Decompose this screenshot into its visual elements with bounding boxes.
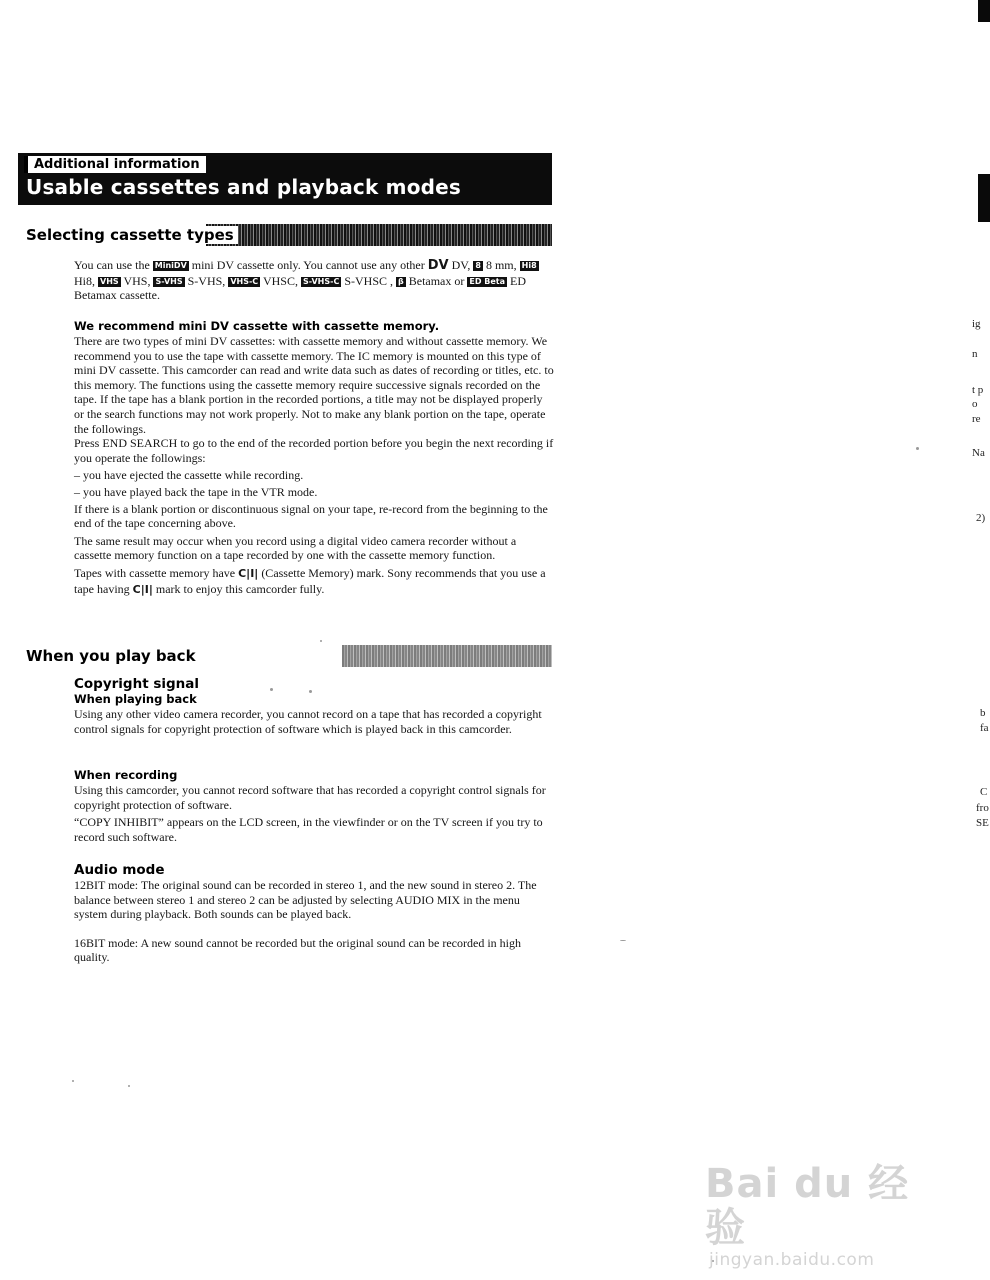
edge-fragment: t p [972,384,984,396]
recommend-block [74,319,554,597]
hi8-logo: Hi8 [521,261,537,270]
scan-speck [309,690,312,693]
edge-fragment: re [972,413,981,425]
edge-fragment: o [972,398,978,410]
edge-fragment: fa [980,722,989,734]
end-search-paragraph: Press END SEARCH to go to the end of the recorded portion before you begin the next recording if you operate the followings: [74,436,554,465]
edbeta-logo: ED Beta [469,276,506,286]
section-heading-bar [18,224,552,246]
edge-fragment: b [980,707,986,719]
edge-block-mid [978,174,990,222]
scan-speck [320,640,322,642]
scan-speck [620,940,626,941]
edge-block-top [978,0,990,22]
playing-back-paragraph: Using any other video camera recorder, you cannot record on a tape that has recorded a copyright control signals for copyright protection of software which is played back in this camcorder. [74,707,542,736]
copy-inhibit-paragraph: “COPY INHIBIT” appears on the LCD screen, in the viewfinder or on the TV screen if you try to record such software. [74,815,543,844]
baidu-watermark [705,1162,935,1270]
section-heading: Selecting cassette types [26,226,238,244]
heading-rule [342,645,552,667]
cassette-memory-paragraph: Tapes with cassette memory have C|I| (Cassette Memory) mark. Sony recommends that you use a tape having C|I| mark to enjoy this camcorder fully. [74,565,546,596]
edge-fragment: SE [976,817,989,829]
scan-speck [916,447,919,450]
audio-block [74,862,554,965]
edge-fragment: C [980,786,988,798]
audio-16bit-paragraph: 16BIT mode: A new sound cannot be recorded but the original sound can be recorded in high quality. [74,935,521,965]
list-item: – you have ejected the cassette while recording. [74,468,304,483]
page-title: Usable cassettes and playback modes [26,175,462,199]
blank-portion-paragraph: If there is a blank portion or discontinuous signal on your tape, re-record from the beginning to the end of the tape concerning above. [74,501,548,531]
cassette-memory-icon: C|I| [132,582,153,596]
section-tag: Additional information [24,156,206,173]
edge-fragment: 2) [976,512,986,524]
edge-fragment: Na [972,447,985,459]
intro-paragraph: You can use the MiniDV mini DV cassette only. You cannot use any other DV DV, 8 8 mm, Hi8 Hi8, VHS VHS, S-VHS S-VHS, VHS-C VHSC, S-VHS-C S-VHSC , β Betamax or ED Beta ED Betamax cassette. [74,258,537,303]
copyright-heading: Copyright signal [74,676,200,692]
vhs-logo: VHS [100,276,119,286]
heading-rule [206,224,552,246]
watermark-url: jingyan.baidu.com [709,1250,875,1270]
audio-12bit-paragraph: 12BIT mode: The original sound can be recorded in stereo 1, and the new sound in stereo 2. The balance between stereo 1 and stereo 2 can be adjusted by selecting AUDIO MIX in the menu system during playback. Both sounds can be played back. [74,878,537,922]
recording-paragraph: Using this camcorder, you cannot record software that has recorded a copyright control signals for copyright protection of software. [74,783,546,812]
recording-block [74,768,554,844]
scan-speck [72,1080,74,1082]
8mm-logo: 8 [475,261,481,270]
section-heading: When you play back [26,647,200,665]
recommend-heading: We recommend mini DV cassette with cassette memory. [74,319,440,333]
watermark-logo: Bai du 经验 [705,1161,910,1251]
svhs-logo: S-VHS [155,276,183,286]
page-header [18,153,552,205]
edge-fragment: n [972,348,978,360]
beta-logo: β [398,276,404,286]
edge-fragment: fro [976,802,989,814]
dv-logo: DV [427,258,449,273]
vhsc-logo: VHS-C [230,276,259,286]
svhsc-logo: S-VHS-C [302,276,340,286]
section-heading-bar [18,645,552,667]
copyright-block [74,676,554,736]
recommend-paragraph: There are two types of mini DV cassettes: with cassette memory and without cassette memory. We recommend you to use the tape with cassette memory. The IC memory is mounted on this type of mini DV cassette. This camcorder can read and write data such as dates of recording or titles, etc. to this memory. The functions using the cassette memory require successive signals recorded on the tape. If the tape has a blank portion in the recorded portions, a title may not be displayed properly or the search functions may not work properly. Not to make any blank portion on the tape, operate the followings. [74,334,554,436]
same-result-paragraph: The same result may occur when you record using a digital video camera recorder without a cassette memory function on a tape recorded by one with the cassette memory function. [74,533,517,563]
cassette-memory-icon: C|I| [238,566,259,580]
playing-back-heading: When playing back [74,692,197,706]
audio-heading: Audio mode [74,862,165,878]
edge-fragment: ig [972,318,981,330]
minidv-logo: MiniDV [154,261,187,270]
scan-speck [128,1085,130,1087]
list-item: – you have played back the tape in the VTR mode. [74,484,318,499]
scan-speck [270,688,273,691]
recording-heading: When recording [74,768,178,782]
